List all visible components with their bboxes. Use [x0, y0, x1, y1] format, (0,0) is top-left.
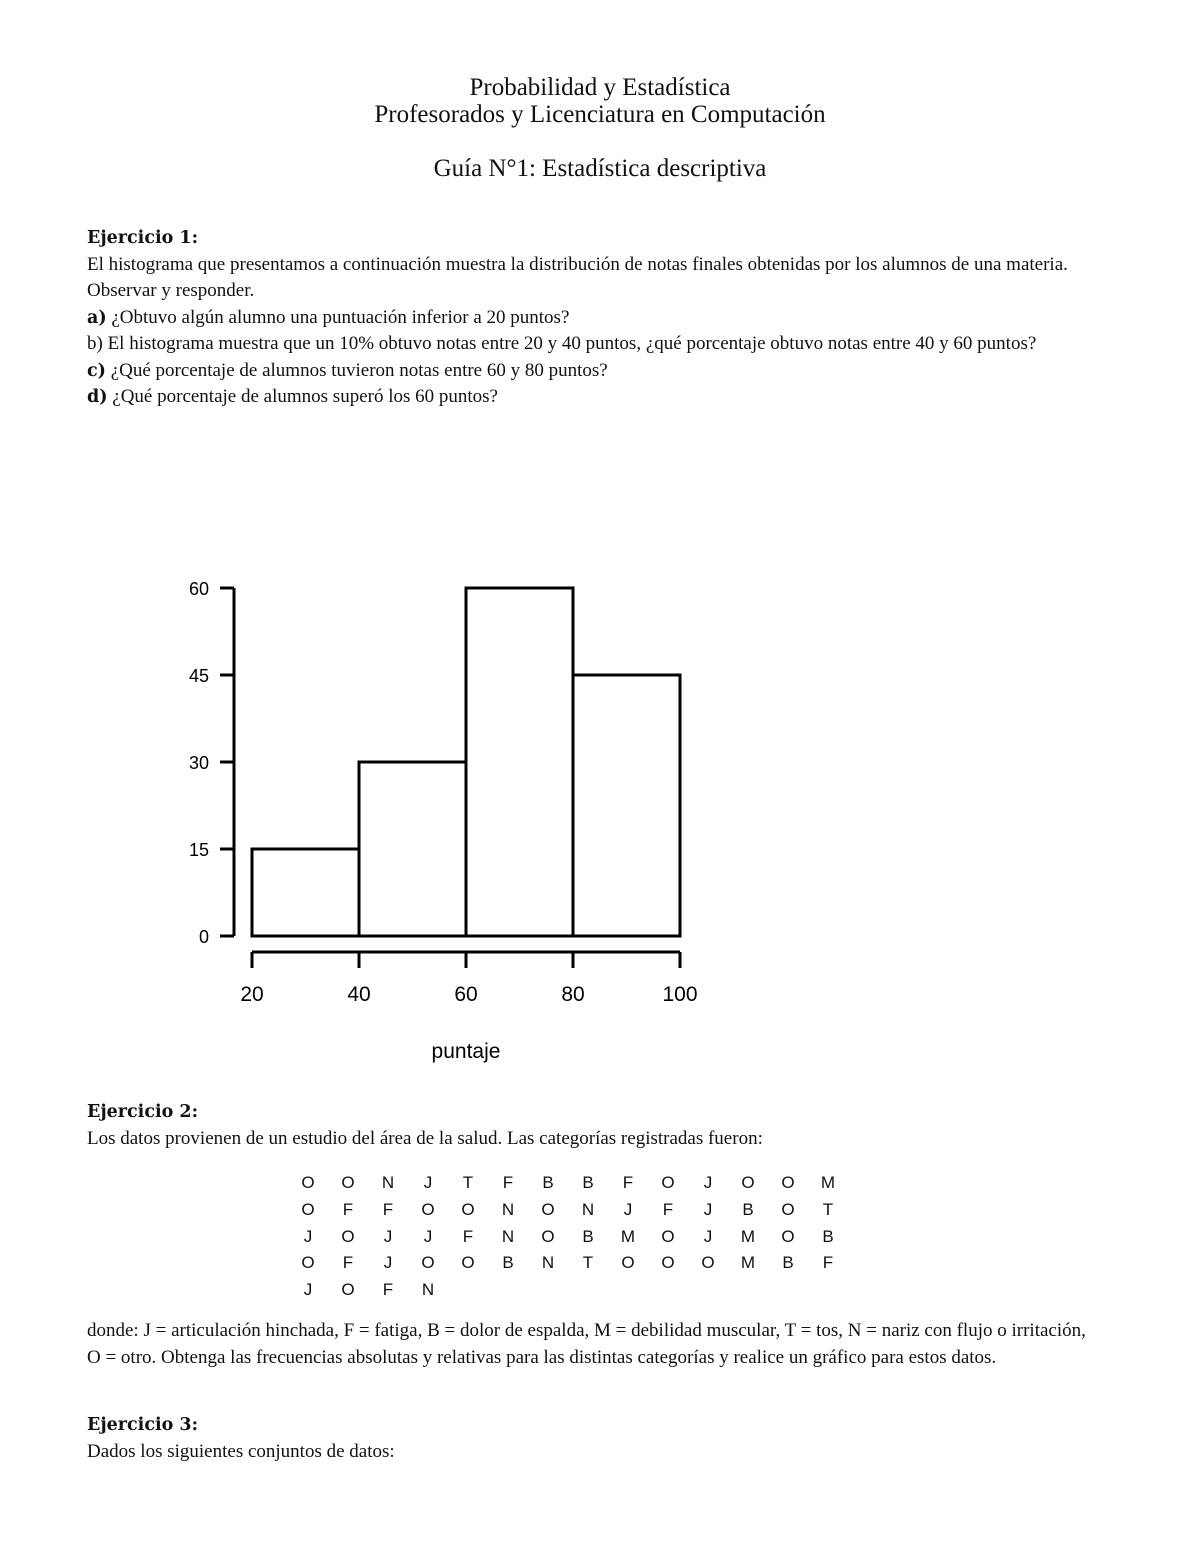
- x-tick-label: 100: [662, 983, 698, 1006]
- x-tick-label: 60: [454, 983, 478, 1006]
- y-tick-label: 60: [188, 579, 209, 599]
- category-row: [288, 1197, 848, 1224]
- category-cell: N: [501, 1226, 515, 1246]
- category-cell: J: [303, 1226, 313, 1246]
- histogram-bar: [466, 588, 573, 936]
- histogram-bar: [359, 762, 466, 936]
- x-tick-label: 40: [347, 983, 371, 1006]
- item-label: c): [87, 360, 106, 381]
- category-cell: O: [461, 1200, 475, 1220]
- category-cell: M: [740, 1253, 756, 1273]
- category-cell: O: [621, 1253, 635, 1273]
- category-cell: N: [381, 1173, 395, 1193]
- exercise-2-title: Ejercicio 2:: [87, 1102, 199, 1122]
- category-table: [288, 1170, 848, 1303]
- category-cell: J: [703, 1173, 713, 1193]
- item-text: El histograma muestra que un 10% obtuvo notas entre 20 y 40 puntos, ¿qué porcentaje obtuvo notas entre 40 y 60 puntos?: [107, 333, 1037, 354]
- category-cell: F: [382, 1280, 394, 1300]
- exercise-3: [87, 1412, 1087, 1465]
- category-cell: M: [820, 1173, 836, 1193]
- item-text: ¿Obtuvo algún alumno una puntuación inferior a 20 puntos?: [111, 306, 570, 328]
- category-cell: J: [423, 1226, 433, 1246]
- category-cell: O: [461, 1253, 475, 1273]
- category-cell: N: [541, 1253, 555, 1273]
- category-row: [288, 1250, 848, 1277]
- y-tick-label: 15: [188, 840, 209, 860]
- guide-title: Guía N°1: Estadística descriptiva: [433, 155, 767, 182]
- category-cell: O: [661, 1253, 675, 1273]
- y-tick-label: 45: [188, 666, 209, 686]
- category-cell: F: [342, 1253, 354, 1273]
- category-cell: F: [342, 1200, 354, 1220]
- category-cell: B: [502, 1253, 514, 1273]
- category-cell: O: [781, 1226, 795, 1246]
- category-cell: M: [740, 1226, 756, 1246]
- category-cell: T: [462, 1173, 474, 1193]
- category-cell: B: [582, 1173, 594, 1193]
- category-cell: O: [701, 1253, 715, 1273]
- category-cell: B: [822, 1226, 834, 1246]
- category-cell: N: [421, 1280, 435, 1300]
- category-cell: O: [301, 1173, 315, 1193]
- category-cell: J: [303, 1280, 313, 1300]
- category-cell: J: [623, 1200, 633, 1220]
- category-cell: O: [421, 1200, 435, 1220]
- category-row: [288, 1170, 848, 1197]
- category-cell: O: [341, 1280, 355, 1300]
- y-tick-label: 30: [188, 753, 209, 773]
- category-row: [288, 1277, 848, 1304]
- x-tick-label: 20: [240, 983, 264, 1006]
- category-cell: O: [741, 1173, 755, 1193]
- category-cell: O: [781, 1200, 795, 1220]
- category-cell: J: [383, 1253, 393, 1273]
- x-axis-label: puntaje: [431, 1040, 501, 1063]
- exercise-1-title: Ejercicio 1:: [87, 228, 199, 248]
- category-cell: F: [662, 1200, 674, 1220]
- category-cell: J: [703, 1200, 713, 1220]
- category-cell: F: [502, 1173, 514, 1193]
- category-cell: J: [383, 1226, 393, 1246]
- item-label: b): [87, 333, 103, 354]
- category-cell: O: [421, 1253, 435, 1273]
- category-cell: B: [582, 1226, 594, 1246]
- histogram-bar: [252, 849, 359, 936]
- category-cell: F: [822, 1253, 834, 1273]
- category-cell: F: [462, 1226, 474, 1246]
- category-cell: O: [781, 1173, 795, 1193]
- category-row: [288, 1223, 848, 1250]
- category-cell: O: [341, 1226, 355, 1246]
- category-cell: B: [542, 1173, 554, 1193]
- category-cell: N: [501, 1200, 515, 1220]
- category-cell: J: [703, 1226, 713, 1246]
- category-cell: O: [301, 1200, 315, 1220]
- exercise-1-intro: El histograma que presentamos a continuación muestra la distribución de notas finales obtenidas por los alumnos de una materia. Observar y responder.: [87, 253, 1068, 301]
- category-cell: B: [742, 1200, 754, 1220]
- histogram-bar: [573, 675, 680, 936]
- category-cell: M: [620, 1226, 636, 1246]
- category-cell: O: [301, 1253, 315, 1273]
- category-cell: O: [341, 1173, 355, 1193]
- category-cell: T: [822, 1200, 834, 1220]
- exercise-2-intro: Los datos provienen de un estudio del área de la salud. Las categorías registradas fueron:: [87, 1127, 763, 1149]
- y-tick-label: 0: [198, 927, 209, 947]
- category-cell: O: [661, 1226, 675, 1246]
- exercise-2: [87, 1099, 1087, 1152]
- exercise-3-title: Ejercicio 3:: [87, 1415, 199, 1435]
- category-cell: N: [581, 1200, 595, 1220]
- category-cell: B: [782, 1253, 794, 1273]
- document-subtitle: Profesorados y Licenciatura en Computación: [374, 101, 826, 128]
- category-cell: O: [541, 1200, 555, 1220]
- x-tick-label: 80: [561, 983, 585, 1006]
- category-cell: F: [382, 1200, 394, 1220]
- category-cell: F: [622, 1173, 634, 1193]
- exercise-2-note: donde: J = articulación hinchada, F = fatiga, B = dolor de espalda, M = debilidad muscular, T = tos, N = nariz con flujo o irritación, O = otro. Obtenga las frecuencias absolutas y relativas para las distintas categorías y realice un gráfico para estos datos.: [87, 1320, 1086, 1368]
- category-cell: T: [582, 1253, 594, 1273]
- item-label: a): [87, 307, 107, 328]
- exercise-3-intro: Dados los siguientes conjuntos de datos:: [87, 1440, 395, 1462]
- category-cell: O: [541, 1226, 555, 1246]
- item-label: d): [87, 387, 108, 407]
- item-text: ¿Qué porcentaje de alumnos superó los 60 puntos?: [112, 386, 498, 407]
- item-text: ¿Qué porcentaje de alumnos tuvieron notas entre 60 y 80 puntos?: [110, 359, 608, 381]
- document-title: Probabilidad y Estadística: [469, 74, 731, 101]
- category-cell: O: [661, 1173, 675, 1193]
- category-cell: J: [423, 1173, 433, 1193]
